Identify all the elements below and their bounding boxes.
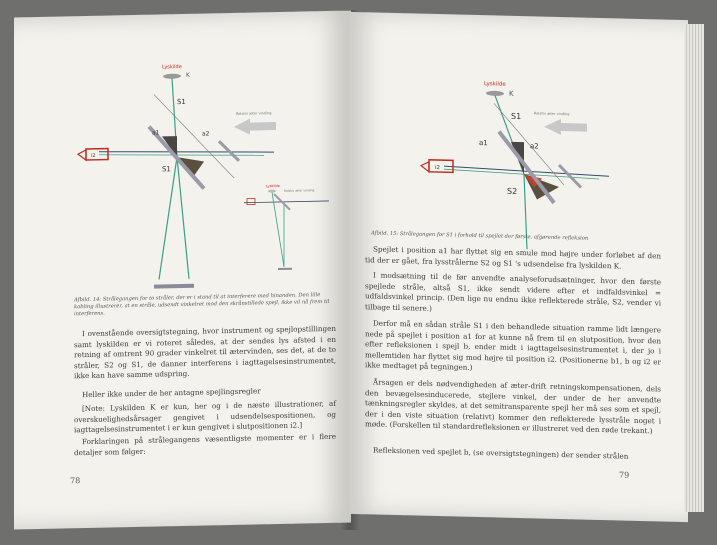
right-i2-label: i2 (435, 164, 441, 172)
right-s2-label: S2 (507, 186, 518, 196)
right-paragraph-3: Derfor må en sådan stråle S1 i den behandlede situation ramme lidt længere nede på spejlet i position a1 for at kunne nå frem til en slutposition, hvor den efter refleksionen i spejl b, ender midt i iagttagelsesinstrumentet i, der jo i mellemtiden har flyttet sig mod højre til position i2. (Positionerne b1, b og i2 er ikke medtaget på tegningen.) (365, 318, 661, 372)
left-a2-label: a2 (202, 130, 210, 138)
left-k-label: K (186, 71, 190, 79)
right-wind-label: Relativ æter vinding (534, 111, 570, 117)
right-light-source-label: Lyskilde (484, 81, 506, 88)
right-figure-caption: Afbild. 15: Strålegangen for S1 i forhold til spejlet der første, afgørende refleksion (371, 230, 589, 242)
left-instrument-lens-icon (78, 150, 86, 160)
left-paragraph-2: Heller ikke under de her antagne spejlingsregler (82, 386, 261, 400)
right-a1-label: a1 (479, 139, 488, 148)
left-wind-arrow-icon (234, 118, 276, 135)
left-paragraph-1: I ovenstående oversigtstegning, hvor instrument og spejlopstillingen samt lyskilden er vi roteret således, at der sendes lys afsted i en retning af omtrent 90 grader vinkelret til ætervinden, ses det, at de to stråler, S2 og S1, de danner interferens i iagttagelsesinstrumentet, ikke kan have samme udspring. (74, 323, 336, 381)
left-page-number: 78 (70, 476, 81, 486)
left-paragraph-4: Forklaringen på strålegangens væsentligste momenter er i flere detaljer som følger: (74, 431, 336, 457)
right-wind-arrow-icon (544, 119, 587, 136)
left-beam-vertical-right (177, 157, 189, 279)
right-paragraph-1: Spejlet i position a1 har flyttet sig en smule mod højre under forløbet af den tid der er gået, fra lysstrålerne S2 og S1 's udsendelse fra lyskilden K. (365, 244, 661, 271)
left-light-source-label: Lyskilde (162, 64, 182, 71)
left-small-wind-label: Relativ æter vinding (284, 188, 315, 193)
right-s1-label: S1 (511, 111, 522, 122)
right-paragraph-5: Refleksionen ved spejlet b, (se oversigtstegningen) der sender strålen (373, 445, 629, 461)
left-paragraph-3: [Note: Lyskilden K er kun, her og i de næste illustrationer, af overskuelighedsårsager gengivet i udsendelsespositionen, og iagttagelsesinstrumentet i er kun gengivet i slutpositionen i2.] (74, 398, 336, 435)
left-small-instrument-icon (247, 198, 255, 204)
left-light-source-icon (163, 74, 181, 79)
left-small-source-label: Lyskilde (266, 183, 280, 189)
right-instrument-lens-icon (421, 162, 429, 172)
right-light-source-icon (486, 91, 504, 96)
left-a1-label: a1 (152, 129, 160, 137)
right-a2-label: a2 (530, 142, 539, 151)
right-paragraph-4: Årsagen er dels nødvendigheden af æter-drift retningskompensationen, dels den bevægelsesinducerede, stejlere vinkel, der under de her anvendte tænkningsregler skyldes, at det semitransparente spejl her må ses som et spejl, der i den viste situation (relativt) kommer den reflekterede lysstråle noget i møde. (Forskellen til standardrefleksionen er illustreret ved den røde trekant.) (365, 377, 661, 436)
left-figure-diagram (44, 51, 334, 307)
right-page-number: 79 (619, 470, 630, 480)
left-instrument-icon (86, 149, 108, 160)
left-page (14, 10, 351, 529)
right-page (349, 12, 688, 522)
book-page-edges (684, 24, 704, 512)
left-mirror-a2 (219, 141, 239, 161)
left-figure-caption: Afbild. 14: Strålegangen for to stråler, der er i stand til at interferere med hinanden. Den lille kobling illustrerer, at en stråle, udsendt vinkelret mod den skrånstillede spejl, ikke vil nå frem til interferens. (74, 292, 330, 318)
right-figure-diagram (399, 71, 649, 257)
left-small-source-icon (268, 190, 276, 193)
left-s1-top-label: S1 (177, 97, 186, 107)
left-mirror-bottom (154, 286, 194, 287)
left-wind-label: Relativ æter vinding (236, 111, 272, 116)
left-beam-vertical-left (159, 157, 177, 279)
right-paragraph-2: I modsætning til de før anvendte analyseforudsætninger, hvor den første spejlede stråle, altså S1, ikke sendt videre efter et indfaldsvinkel = udfaldsvinkel princip. (Den lige nu endnu ikke reflekterede stråle, S2, vender vi tilbage til senere.) (365, 270, 661, 313)
left-s1-lower-label: S1 (162, 165, 171, 174)
right-k-label: K (509, 89, 514, 98)
left-i2-label: i2 (91, 152, 96, 159)
left-small-horizontal-beam (244, 201, 329, 203)
